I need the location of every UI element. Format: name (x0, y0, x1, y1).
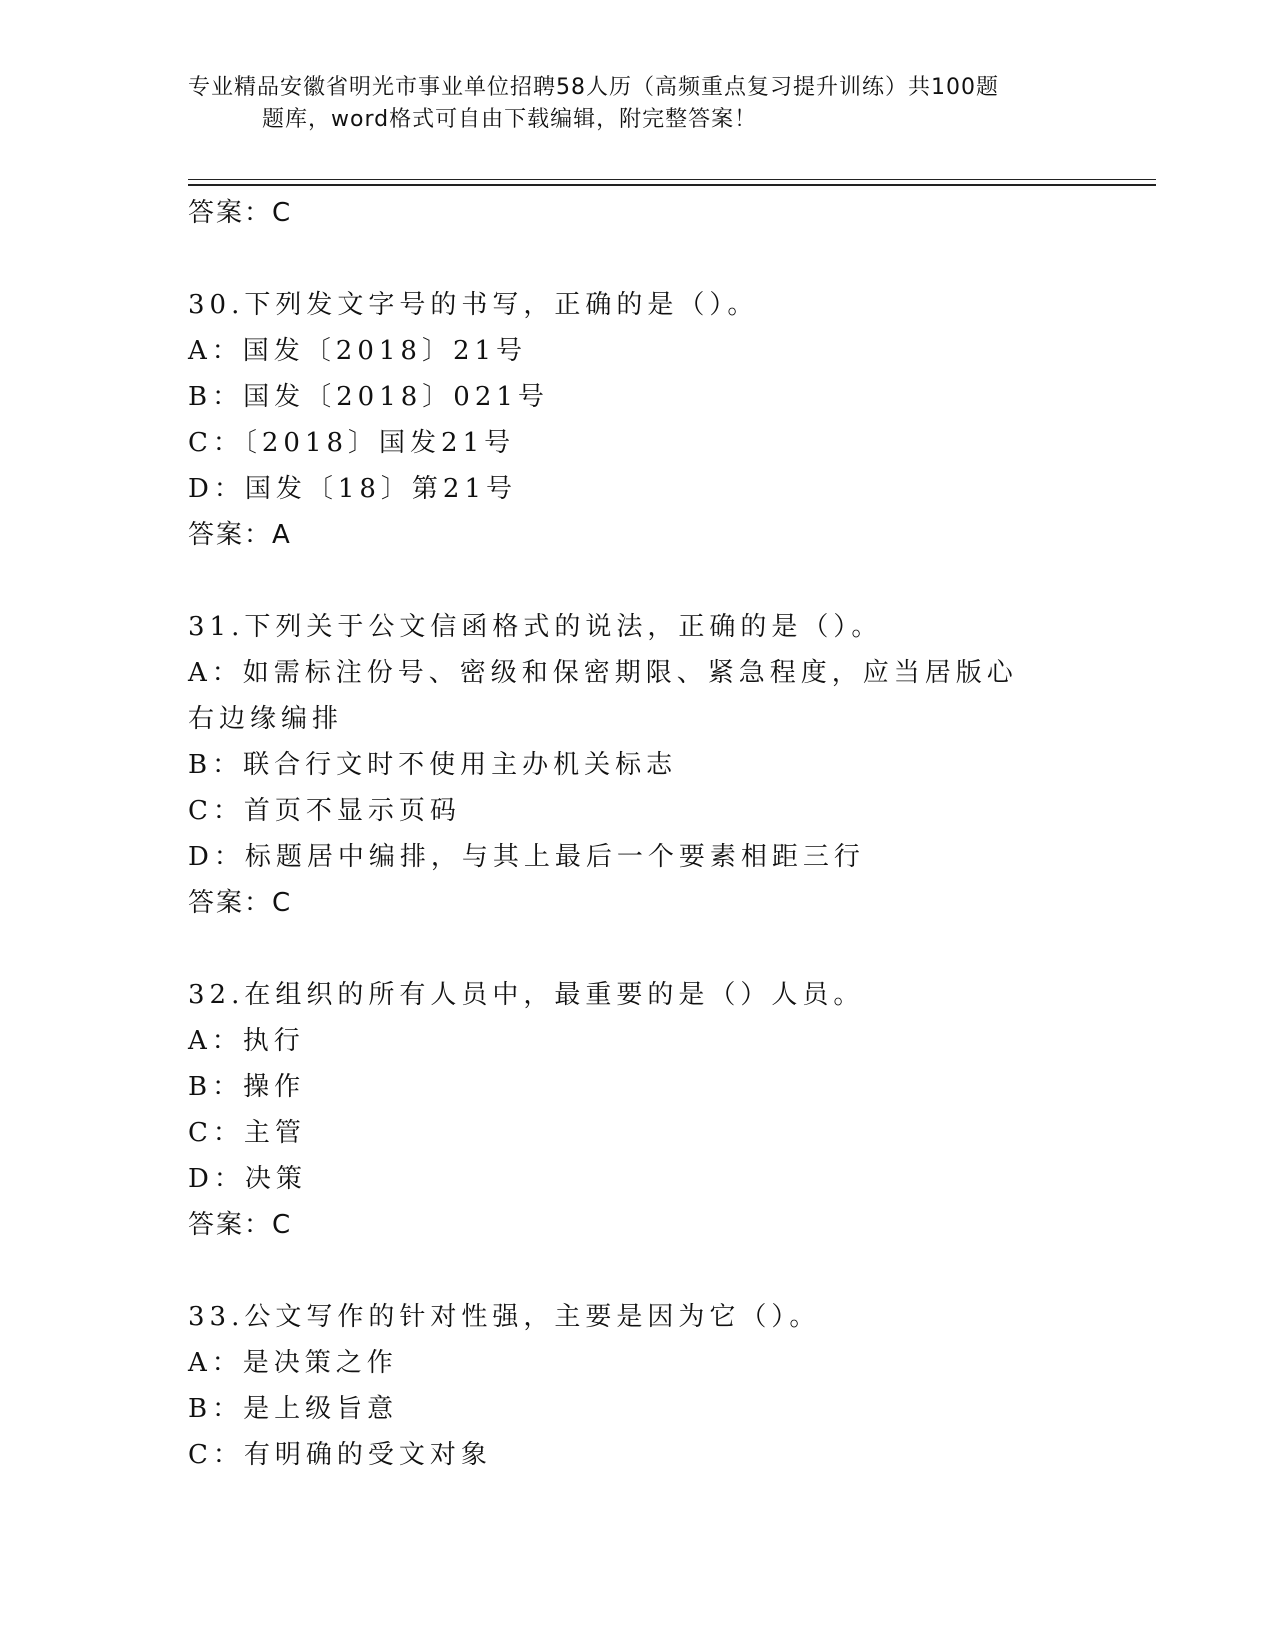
header-title-line2: 题库，word格式可自由下载编辑，附完整答案！ (262, 107, 758, 132)
question-option: A：如需标注份号、密级和保密期限、紧急程度，应当居版心右边缘编排 (188, 658, 1018, 734)
question-option: B：是上级旨意 (188, 1394, 399, 1424)
question-option: C：主管 (188, 1118, 306, 1148)
question-option: C：〔2018〕国发21号 (188, 428, 516, 458)
question-option: B：国发〔2018〕021号 (188, 382, 549, 412)
question-answer: 答案：C (188, 888, 293, 918)
question-option: D：国发〔18〕第21号 (188, 474, 518, 504)
question-option: D：标题居中编排，与其上最后一个要素相距三行 (188, 842, 865, 872)
question-stem: 30.下列发文字号的书写，正确的是（）。 (188, 290, 759, 320)
question-stem: 31.下列关于公文信函格式的说法，正确的是（）。 (188, 612, 883, 642)
question-option: A：是决策之作 (188, 1348, 398, 1378)
question-option: B：联合行文时不使用主办机关标志 (188, 750, 678, 780)
question-stem: 33.公文写作的针对性强，主要是因为它（）。 (188, 1302, 821, 1332)
question-option: D：决策 (188, 1164, 307, 1194)
question-option: A：执行 (188, 1026, 305, 1056)
page-header (188, 72, 1068, 136)
question-answer: 答案：A (188, 520, 292, 550)
question-option: B：操作 (188, 1072, 306, 1102)
question-option: C：首页不显示页码 (188, 796, 461, 826)
header-title-line1: 专业精品安徽省明光市事业单位招聘58人历（高频重点复习提升训练）共100题 (188, 75, 999, 100)
question-list (188, 190, 1088, 1478)
question-option: A：国发〔2018〕21号 (188, 336, 528, 366)
header-divider-thin (188, 179, 1156, 180)
question-option: C：有明确的受文对象 (188, 1440, 492, 1470)
question-stem: 32.在组织的所有人员中，最重要的是（）人员。 (188, 980, 865, 1010)
previous-answer: 答案：C (188, 198, 293, 228)
header-divider-thick (188, 184, 1156, 186)
question-answer: 答案：C (188, 1210, 293, 1240)
